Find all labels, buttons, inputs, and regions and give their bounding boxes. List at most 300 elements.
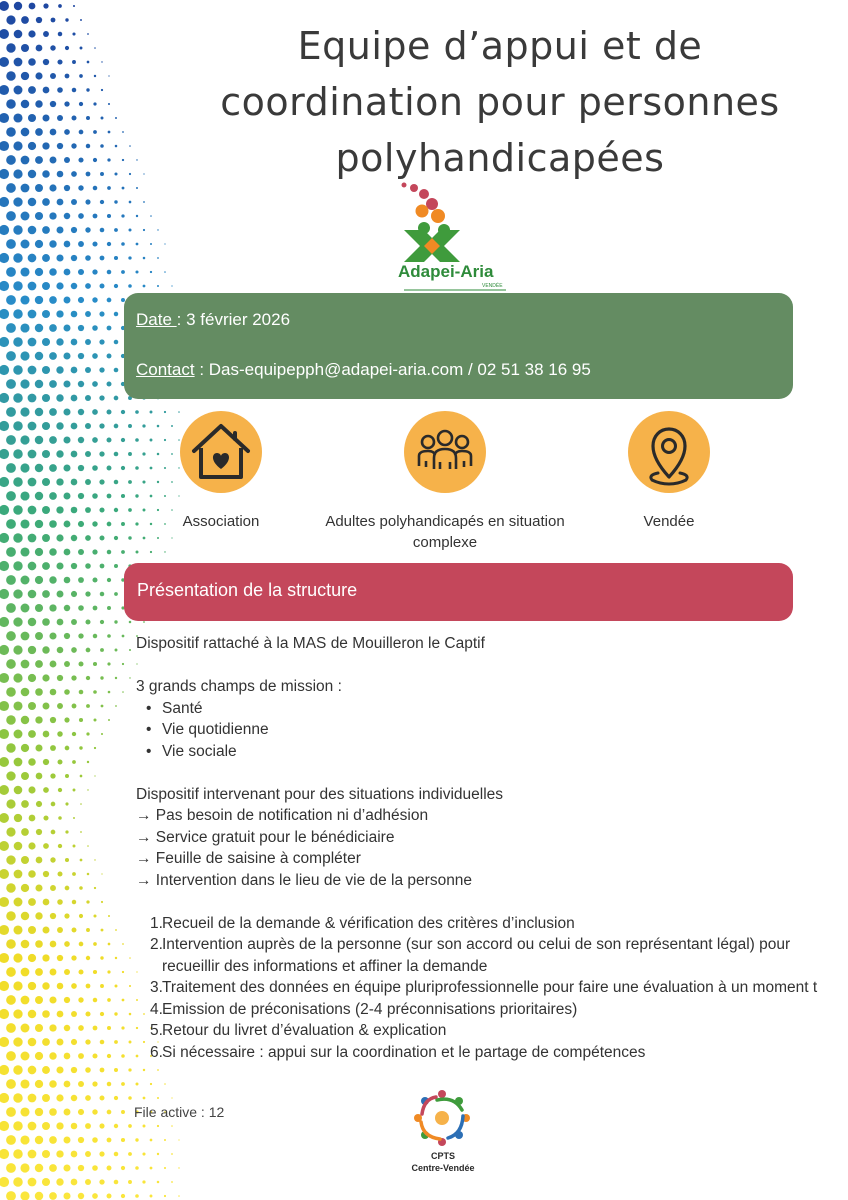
dot <box>28 1150 37 1159</box>
dot <box>129 1013 132 1016</box>
dot <box>115 145 118 148</box>
dot <box>78 1081 84 1087</box>
dot <box>107 606 111 610</box>
dot <box>107 354 112 359</box>
dot <box>143 229 145 231</box>
dot <box>64 913 69 918</box>
dot <box>28 254 37 263</box>
dot <box>64 1053 71 1060</box>
dot <box>0 365 9 375</box>
dot <box>143 173 144 174</box>
dot <box>56 1094 63 1101</box>
arrow-item: → Service gratuit pour le bénédiciaire <box>136 828 395 846</box>
dot <box>136 551 139 554</box>
dot <box>107 186 111 190</box>
dot <box>42 478 50 486</box>
dot <box>49 1164 57 1172</box>
dot <box>20 379 29 388</box>
dot <box>72 872 76 876</box>
dot <box>14 870 23 879</box>
dot <box>108 131 111 134</box>
dot <box>92 1109 97 1114</box>
dot <box>35 968 43 976</box>
dot <box>35 408 43 416</box>
dot <box>42 394 50 402</box>
dot <box>50 773 55 778</box>
missions-title: 3 grands champs de mission : <box>136 678 342 695</box>
dot <box>107 158 110 161</box>
dot <box>65 802 68 805</box>
dot <box>57 619 64 626</box>
dot <box>71 283 78 290</box>
dot <box>78 353 84 359</box>
dot <box>56 254 63 261</box>
dot <box>20 407 29 416</box>
dot <box>64 549 71 556</box>
dot <box>128 1124 132 1128</box>
dot <box>85 619 90 624</box>
mission-item: • Santé <box>162 698 836 720</box>
dot <box>0 981 9 991</box>
arrow-item: → Pas besoin de notification ni d’adhésion <box>136 807 429 824</box>
dot <box>6 939 16 949</box>
dot <box>49 548 57 556</box>
dot <box>57 199 64 206</box>
dot <box>122 187 125 190</box>
step-item: 6. Si nécessaire : appui sur la coordination et le partage de compétences <box>150 1043 646 1061</box>
dot <box>0 449 9 459</box>
dot <box>6 323 16 333</box>
dot <box>71 1011 77 1017</box>
dot <box>92 1165 98 1171</box>
dot <box>0 729 9 739</box>
dot <box>6 1051 16 1061</box>
dot <box>35 1024 43 1032</box>
dot <box>64 969 70 975</box>
dot <box>0 533 9 543</box>
dot <box>85 311 91 317</box>
dot <box>135 1194 139 1198</box>
dot <box>28 30 35 37</box>
dot <box>57 59 62 64</box>
dot <box>107 1082 112 1087</box>
dot <box>21 856 29 864</box>
dot <box>78 185 83 190</box>
dot <box>13 309 22 318</box>
dot <box>13 1149 22 1158</box>
date-label: Date <box>136 310 177 329</box>
dot <box>35 1052 43 1060</box>
dot <box>128 1068 131 1071</box>
dot <box>71 1095 77 1101</box>
dot <box>101 89 103 91</box>
dot <box>57 647 64 654</box>
dot <box>99 395 104 400</box>
structure-description <box>136 633 836 1063</box>
dot <box>42 954 49 961</box>
contact-label: Contact <box>136 360 195 379</box>
dot <box>6 1135 16 1145</box>
dot <box>13 953 22 962</box>
dot <box>6 575 16 585</box>
dot <box>101 117 104 120</box>
dot <box>6 43 15 52</box>
dot <box>100 620 104 624</box>
dot <box>101 873 102 874</box>
dot <box>13 1065 22 1074</box>
dot <box>129 621 132 624</box>
dot <box>58 760 63 765</box>
dot <box>42 1038 50 1046</box>
dot <box>71 1067 77 1073</box>
dot <box>100 1068 105 1073</box>
dot <box>0 953 9 963</box>
dot <box>64 493 71 500</box>
people-group-icon <box>404 411 486 493</box>
dot <box>28 226 37 235</box>
dot <box>49 1136 57 1144</box>
dot <box>157 257 159 259</box>
dot <box>100 256 105 261</box>
dot <box>80 859 83 862</box>
dot <box>35 1108 43 1116</box>
dot <box>42 114 49 121</box>
dot <box>50 73 56 79</box>
dot <box>0 673 9 683</box>
dot <box>72 116 77 121</box>
dot <box>121 214 124 217</box>
dot <box>72 32 75 35</box>
dot <box>6 407 16 417</box>
dot <box>35 940 43 948</box>
dot <box>28 450 37 459</box>
dot <box>13 477 22 486</box>
dot <box>63 436 70 443</box>
dot <box>6 603 16 613</box>
dot <box>21 44 29 52</box>
dot <box>35 604 43 612</box>
dot <box>58 788 62 792</box>
dot <box>135 270 138 273</box>
dot <box>171 285 172 286</box>
dot <box>150 1167 153 1170</box>
dot <box>35 156 43 164</box>
dot <box>13 253 22 262</box>
dot <box>35 100 42 107</box>
dot <box>58 816 62 820</box>
dot <box>42 506 50 514</box>
dot <box>20 1163 29 1172</box>
dot <box>36 17 42 23</box>
dot <box>107 1166 112 1171</box>
dot <box>49 520 57 528</box>
dot <box>0 477 9 487</box>
dot <box>43 759 49 765</box>
dot <box>143 537 146 540</box>
dot <box>0 253 9 263</box>
dot <box>94 775 95 776</box>
dot <box>57 927 63 933</box>
dot <box>64 605 70 611</box>
dot <box>64 297 71 304</box>
dot <box>43 787 49 793</box>
dot <box>28 1038 37 1047</box>
dot <box>14 86 23 95</box>
dot <box>28 282 37 291</box>
dot <box>94 747 96 749</box>
dot <box>28 478 37 487</box>
dot <box>100 144 104 148</box>
dot <box>21 632 30 641</box>
dot <box>63 464 70 471</box>
dot <box>56 506 63 513</box>
dot <box>50 661 57 668</box>
dot <box>100 1040 105 1045</box>
dot <box>92 1053 97 1058</box>
dot <box>13 449 23 459</box>
dot <box>64 101 69 106</box>
dot <box>35 492 43 500</box>
dot <box>6 1023 16 1033</box>
dot <box>171 1181 173 1183</box>
dot <box>122 663 124 665</box>
dot <box>93 970 97 974</box>
dot <box>86 676 90 680</box>
dot <box>64 213 71 220</box>
dot <box>86 172 91 177</box>
dot <box>56 310 63 317</box>
dot <box>49 184 56 191</box>
dot <box>49 240 56 247</box>
dot <box>28 562 37 571</box>
dot <box>49 1108 57 1116</box>
dot <box>80 775 83 778</box>
dot <box>64 1025 70 1031</box>
dot <box>50 969 57 976</box>
dot <box>71 983 77 989</box>
dot <box>63 408 70 415</box>
dot <box>64 689 70 695</box>
dot <box>14 58 23 67</box>
dot <box>13 365 23 375</box>
dot <box>28 898 36 906</box>
dot <box>100 984 104 988</box>
dot <box>0 645 9 655</box>
dot <box>73 845 76 848</box>
dot <box>21 996 30 1005</box>
dot <box>85 1095 91 1101</box>
dot <box>21 240 30 249</box>
dot <box>78 1137 84 1143</box>
dot <box>101 929 104 932</box>
dot <box>136 243 139 246</box>
dot <box>0 1009 9 1019</box>
dot <box>79 914 83 918</box>
house-heart-icon <box>180 411 262 493</box>
dot <box>164 1195 166 1197</box>
dot <box>129 957 131 959</box>
dot <box>0 141 9 151</box>
dot <box>28 870 36 878</box>
dot <box>94 887 96 889</box>
dot <box>64 1109 71 1116</box>
dot <box>114 592 118 596</box>
dot <box>79 746 82 749</box>
dot <box>101 705 104 708</box>
step-item: 4. Emission de préconisations (2-4 préconnisations prioritaires) <box>150 1000 578 1018</box>
dot <box>114 1012 117 1015</box>
dot <box>20 435 29 444</box>
dot <box>6 295 16 305</box>
dot <box>28 198 36 206</box>
dot <box>21 604 30 613</box>
dot <box>6 883 15 892</box>
dot <box>143 257 146 260</box>
dot <box>164 1139 166 1141</box>
dot <box>35 1164 43 1172</box>
dot <box>50 157 57 164</box>
dot <box>36 829 42 835</box>
dot <box>92 353 98 359</box>
dot <box>85 1179 91 1185</box>
arrow-item: → Feuille de saisine à compléter <box>136 850 361 867</box>
dot <box>78 633 83 638</box>
dot <box>92 297 97 302</box>
dot <box>35 380 43 388</box>
dot <box>0 113 9 123</box>
dot <box>135 1166 139 1170</box>
dot <box>42 590 50 598</box>
dot <box>121 1082 125 1086</box>
dot <box>107 970 110 973</box>
dot <box>114 1180 119 1185</box>
dot <box>6 967 16 977</box>
dot <box>122 943 124 945</box>
dot <box>99 367 104 372</box>
dot <box>128 1096 132 1100</box>
dot <box>93 998 98 1003</box>
dot <box>28 338 37 347</box>
dot <box>42 226 50 234</box>
dot <box>50 941 57 948</box>
dot <box>93 158 97 162</box>
dot <box>71 619 77 625</box>
dot <box>42 674 49 681</box>
dot <box>13 1093 22 1102</box>
dot <box>28 758 36 766</box>
dot <box>143 1069 145 1071</box>
dot <box>128 256 131 259</box>
dot <box>50 129 57 136</box>
dot <box>114 368 119 373</box>
feature-label-location: Vendée <box>643 513 695 530</box>
dot <box>13 673 22 682</box>
dot <box>143 621 145 623</box>
dot <box>94 47 96 49</box>
dot <box>35 688 43 696</box>
info-box <box>124 293 793 399</box>
dot <box>114 396 119 401</box>
dot <box>28 730 36 738</box>
dot <box>63 380 70 387</box>
dot <box>21 744 29 752</box>
dot <box>107 1194 112 1199</box>
dot <box>57 899 63 905</box>
dot <box>171 1125 173 1127</box>
dot <box>13 617 22 626</box>
dot <box>107 634 111 638</box>
dot <box>42 422 50 430</box>
dot <box>6 127 16 137</box>
individual-title: Dispositif intervenant pour des situations individuelles <box>136 785 504 803</box>
dot <box>49 352 57 360</box>
dot <box>128 536 131 539</box>
dot <box>0 1065 9 1075</box>
dot <box>78 969 83 974</box>
dot <box>28 422 37 431</box>
dot <box>164 1167 166 1169</box>
dot <box>50 101 56 107</box>
dot <box>78 1025 84 1031</box>
dot <box>42 198 50 206</box>
dot <box>93 690 97 694</box>
dot <box>0 197 9 207</box>
dot <box>100 1096 105 1101</box>
dot <box>121 1138 125 1142</box>
dot <box>0 309 9 319</box>
dot <box>85 1151 91 1157</box>
dot <box>56 1122 63 1129</box>
dot <box>49 212 56 219</box>
dot <box>13 225 22 234</box>
dot <box>50 857 55 862</box>
dot <box>87 789 88 790</box>
dot <box>71 227 77 233</box>
dot <box>56 562 63 569</box>
dot <box>0 897 9 907</box>
dot <box>13 589 22 598</box>
dot <box>42 646 49 653</box>
section-title: Présentation de la structure <box>137 580 358 600</box>
dot <box>93 214 98 219</box>
dot <box>51 802 56 807</box>
dot <box>43 815 48 820</box>
dot <box>49 632 56 639</box>
dot <box>58 4 62 8</box>
dot <box>64 661 70 667</box>
dot <box>35 520 43 528</box>
dot <box>64 157 70 163</box>
dot <box>128 1152 132 1156</box>
dot <box>143 201 145 203</box>
dot <box>0 869 9 879</box>
dot <box>0 1037 9 1047</box>
page-title <box>150 18 848 186</box>
dot <box>21 688 30 697</box>
dot <box>20 519 29 528</box>
dot <box>87 873 90 876</box>
dot <box>108 719 110 721</box>
dot <box>35 632 43 640</box>
dot <box>14 30 23 39</box>
dot <box>6 379 16 389</box>
dot <box>85 395 91 401</box>
dot <box>43 3 48 8</box>
dot <box>85 199 90 204</box>
dot <box>115 929 117 931</box>
dot <box>78 1165 84 1171</box>
dot <box>20 1135 29 1144</box>
